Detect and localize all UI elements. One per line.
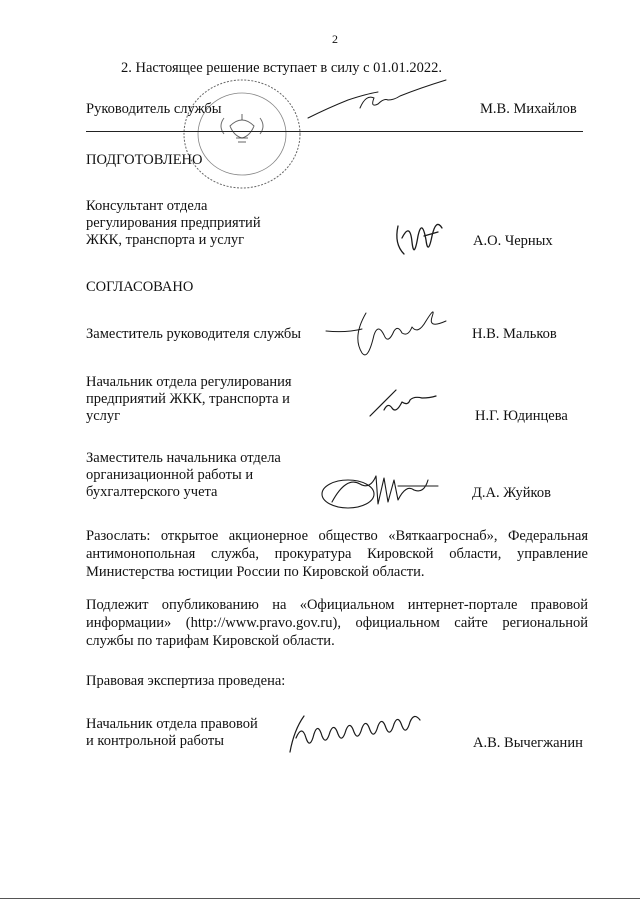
agreed-name-2: Н.Г. Юдинцева <box>475 408 568 424</box>
header-divider <box>86 131 583 132</box>
head-position: Руководитель службы <box>86 101 222 117</box>
legal-review-position: Начальник отдела правовой и контрольной работы <box>86 716 258 749</box>
agreed-name-1: Н.В. Мальков <box>472 326 557 342</box>
prepared-position: Консультант отдела регулирования предприятий ЖКК, транспорта и услуг <box>86 198 261 248</box>
official-stamp-icon <box>180 74 320 194</box>
signature-prepared-icon <box>390 216 460 264</box>
signature-agreed-1-icon <box>322 303 472 365</box>
publication-note: Подлежит опубликованию на «Официальном интернет-портале правовой информации» (http://www.pravo.gov.ru), официальном сайте региональной службы по тарифам Кировской области. <box>86 597 588 649</box>
bottom-scan-edge <box>0 898 640 899</box>
agreed-position-2: Начальник отдела регулирования предприятий ЖКК, транспорта и услуг <box>86 374 292 424</box>
prepared-heading: ПОДГОТОВЛЕНО <box>86 152 203 168</box>
legal-review-note: Правовая экспертиза проведена: <box>86 673 286 689</box>
signature-agreed-2-icon <box>366 386 446 422</box>
agreed-name-3: Д.А. Жуйков <box>472 485 551 501</box>
agreed-heading: СОГЛАСОВАНО <box>86 279 194 295</box>
distribution-list: Разослать: открытое акционерное общество «Вяткаагроснаб», Федеральная антимонопольная служба, прокуратура Кировской области, управление Министерства юстиции России по Кировской области. <box>86 528 588 580</box>
page-number: 2 <box>332 32 338 46</box>
signature-legal-icon <box>282 708 452 758</box>
agreed-position-1: Заместитель руководителя службы <box>86 326 302 342</box>
legal-review-name: А.В. Вычегжанин <box>473 735 583 751</box>
head-name: М.В. Михайлов <box>480 101 577 117</box>
signature-agreed-3-icon <box>318 468 448 514</box>
agreed-position-3: Заместитель начальника отдела организационной работы и бухгалтерского учета <box>86 450 281 500</box>
signature-head-icon <box>300 78 460 128</box>
decision-effective-date: 2. Настоящее решение вступает в силу с 01.01.2022. <box>121 60 443 76</box>
prepared-name: А.О. Черных <box>473 233 553 249</box>
